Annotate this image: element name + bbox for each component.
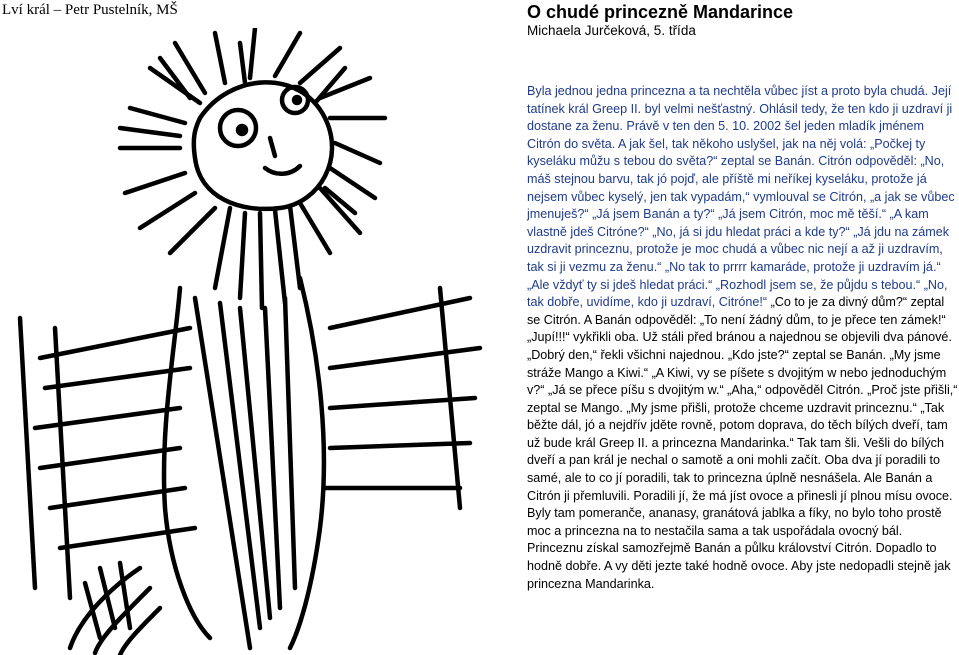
story-part-2: „Co to je za divný dům?“ zeptal se Citrón. A Banán odpověděl: „To není žádný dům, to je přece ten zámek!“ „Jupí!!!“ vykřikli oba. Už stáli před bránou a najednou se objevili dva pánové. „Dobrý den,“ řekli všichni najednou. „Kdo jste?“ zeptal se Banán. „My jsme stráže Mango a Kiwi.“ „A Kiwi, vy se píšete s dvojitým w nebo jednoduchým v?“ „Já se přece píšu s dvojitým w.“ „Aha,“ odpověděl Citrón. „Proč jste přišli,“ zeptal se Mango. „My jsme přišli, protože chceme uzdravit princeznu.“ „Tak běžte dál, jó a nejdřív jděte rovně, potom doprava, do těch bílých dveří, tam už bude král Greep II. a princezna Mandarinka.“ Tak tam šli. Vešli do bílých dveří a pan král je nechal o samotě a oni mohli začít. Oba dva jí poradili to samé, ale to co jí poradili, tak to princezna úplně nesnášela. Ale Banán a Citrón ji přemluvili. Poradili jí, že má jíst ovoce a přinesli jí plnou mísu ovoce. Byly tam pomeranče, ananasy, granátová jablka a fíky, no bylo toho prostě moc a princezna na to nestačila sama a tak uspořádala ovocný bál. Princeznu získal samozřejmě Banán a půlku království Citrón. Dopadlo to hodně dobře. A vy děti jezte také hodně ovoce. Aby jste nedopadli stejně jak princezna Mandarinka.	[527, 295, 958, 591]
drawing-caption: Lví král – Petr Pustelník, MŠ	[2, 2, 178, 18]
story-text	[527, 83, 959, 593]
author-line: Michaela Jurčeková, 5. třída	[527, 23, 696, 38]
page-title: O chudé princezně Mandarince	[527, 2, 794, 22]
child-drawing-lion-icon	[0, 28, 520, 655]
story-part-1: Byla jednou jedna princezna a ta nechtěla vůbec jíst a proto byla chudá. Její tatínek král Greep II. byl velmi nešťastný. Ohlásil tedy, že ten kdo ji uzdraví ji dostane za ženu. Právě v ten den 5. 10. 2002 šel jeden mladík jménem Citrón do světa. A jak šel, tak někoho uslyšel, jak na něj volá: „Počkej ty kyseláku můžu s tebou do světa?“ zeptal se Banán. Citrón odpověděl: „No, máš stejnou barvu, tak jó pojď, ale příště mi neříkej kyseláku, protože já nejsem vůbec kyselý, jen tak vypadám,“ vymlouval se Citrón, „a jak se vůbec jmenuješ?“ „Já jsem Banán a ty?“ „Já jsem Citrón, moc mě těší.“ „A kam vlastně jdeš Citróne?“ „No, já si jdu hledat práci a kde ty?“ „Já jdu na zámek uzdravit princeznu, protože je moc chudá a vůbec nic nejí a až ji uzdravím, tak si ji vezmu za ženu.“ „No tak to prrrr kamaráde, protože ji uzdravím já.“ „Ale vždyť ty si jdeš hledat práci.“ „Rozhodl jsem se, že půjdu s tebou.“ „No, tak dobře, uvidíme, kdo ji uzdraví, Citróne!“	[527, 84, 955, 310]
